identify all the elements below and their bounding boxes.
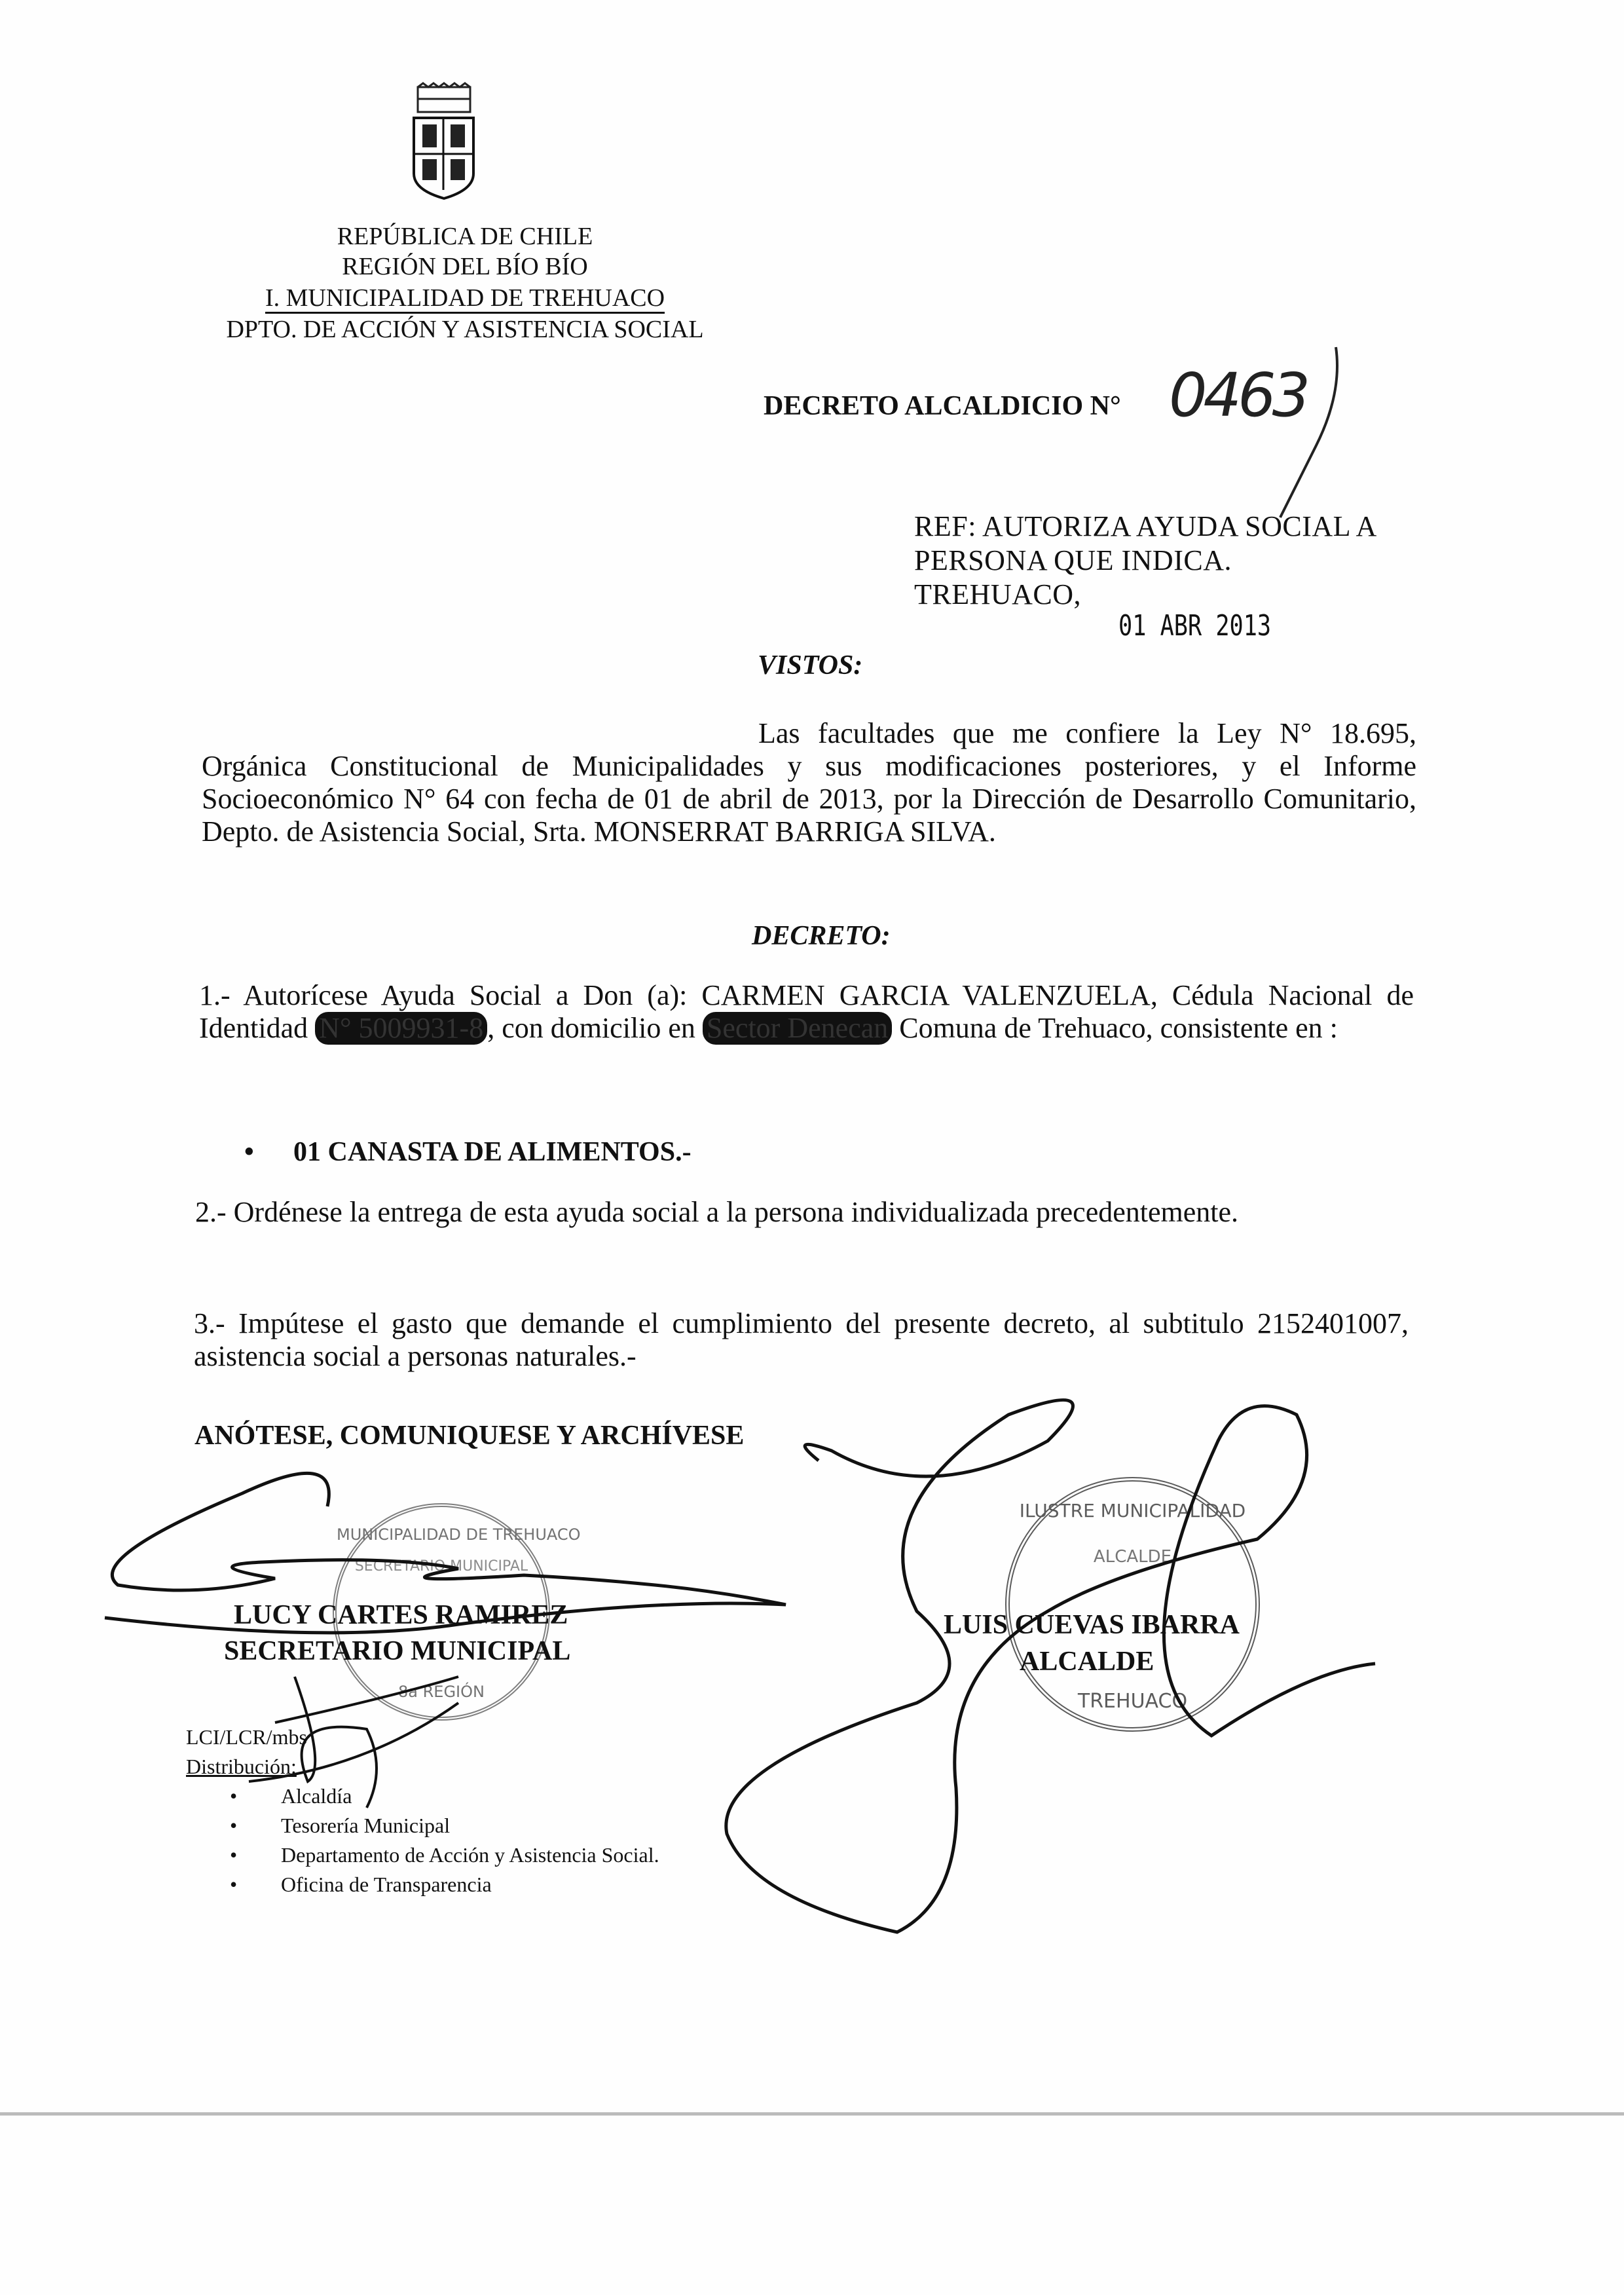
decree-item-3: 3.- Impútese el gasto que demande el cumplimiento del presente decreto, al subtitulo 2152401007, asistencia social a personas naturales.- [194,1307,1409,1372]
ref-line-3: TREHUACO, [914,578,1082,610]
decree-number-handwritten: 0463 [1169,360,1307,430]
header-line-municipalidad [196,283,733,313]
header-line-dpto: DPTO. DE ACCIÓN Y ASISTENCIA SOCIAL [226,316,704,343]
date-stamp: 01 ABR 2013 [1118,609,1272,643]
seal-text: SECRETARIO MUNICIPAL [354,1558,528,1575]
decree-title: DECRETO ALCALDICIO N° [764,391,1121,421]
initials: LCI/LCR/mbs [186,1725,307,1749]
vistos-paragraph: Las facultades que me confiere la Ley N° 18.695, Orgánica Constitucional de Municipalidades y sus modificaciones posteriores, y el Informe Socioeconómico N° 64 con fecha de 01 de abril de 2013, por la Dirección de Desarrollo Comunitario, Depto. de Asistencia Social, Srta. MONSERRAT BARRIGA SILVA. [202,717,1416,848]
ref-line-2: PERSONA QUE INDICA. [914,544,1232,576]
bullet-icon: • [244,1137,254,1167]
redacted-address: Sector Denecan [703,1012,892,1045]
seal-text: MUNICIPALIDAD DE TREHUACO [337,1525,581,1544]
seal-text: ILUSTRE MUNICIPALIDAD [1019,1500,1246,1521]
header-line-republica: REPÚBLICA DE CHILE [337,223,593,250]
distribution-label: Distribución: [186,1755,297,1778]
mayor-title: ALCALDE [1020,1647,1154,1677]
redacted-id-number: N° 5009931-8 [315,1012,487,1045]
distribution-item: • Alcaldía [281,1782,659,1811]
footer-distribution [186,1723,659,1899]
aid-item [244,1136,692,1168]
item1-text-a: 1.- Autorícese Ayuda Social a Don (a): CARMEN GARCIA VALENZUELA, Cédula Nacional de Identidad [199,979,1414,1044]
aid-item-text: 01 CANASTA DE ALIMENTOS.- [293,1137,692,1167]
seal-text: ALCALDE [1093,1547,1172,1567]
distribution-item: • Departamento de Acción y Asistencia Social. [281,1840,659,1870]
closing-text: ANÓTESE, COMUNIQUESE Y ARCHÍVESE [194,1421,745,1451]
item1-text-c: Comuna de Trehuaco, consistente en : [892,1012,1338,1044]
ref-line-1: REF: AUTORIZA AYUDA SOCIAL A [914,510,1377,542]
distribution-item: • Oficina de Transparencia [281,1870,659,1899]
secretary-title: SECRETARIO MUNICIPAL [224,1636,571,1666]
municipalidad-text: I. MUNICIPALIDAD DE TREHUACO [265,284,665,314]
decree-item-2: 2.- Ordénese la entrega de esta ayuda social a la persona individualizada precedentemente. [195,1196,1239,1228]
distribution-item: • Tesorería Municipal [281,1811,659,1840]
secretary-name: LUCY CARTES RAMIREZ [234,1600,568,1630]
coat-of-arms-logo [406,82,481,200]
decree-item-1 [199,979,1414,1045]
page-bottom-edge [0,2112,1624,2116]
mayor-name: LUIS CUEVAS IBARRA [944,1610,1240,1640]
seal-text: TREHUACO [1077,1690,1188,1713]
header-line-region: REGIÓN DEL BÍO BÍO [342,253,588,280]
decreto-label: DECRETO: [752,921,891,951]
seal-text: 8a REGIÓN [398,1683,485,1701]
vistos-label: VISTOS: [758,650,863,681]
item1-text-b: , con domicilio en [487,1012,703,1044]
mayor-seal [1005,1477,1260,1732]
